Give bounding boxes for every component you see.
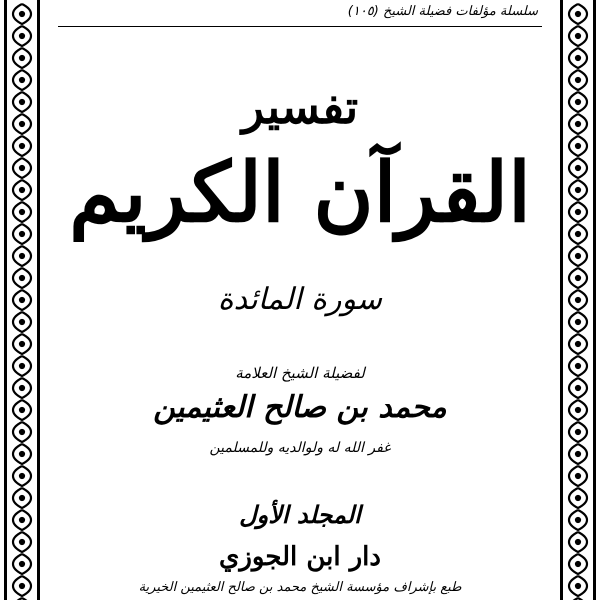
chain-dot [576, 342, 580, 346]
chain-dot [20, 276, 24, 280]
chain-dot [576, 78, 580, 82]
chain-dot [576, 276, 580, 280]
chain-dot [20, 584, 24, 588]
chain-dot [20, 540, 24, 544]
chain-dot [20, 562, 24, 566]
surah-name: سورة المائدة [217, 282, 383, 317]
chain-dot [576, 122, 580, 126]
chain-dot [20, 78, 24, 82]
chain-dot [20, 474, 24, 478]
chain-dot [576, 320, 580, 324]
chain-dot [20, 100, 24, 104]
chain-dot [576, 144, 580, 148]
title-tafseer: تفسير [241, 80, 359, 134]
chain-dot [576, 254, 580, 258]
chain-dot [20, 56, 24, 60]
chain-dot [20, 342, 24, 346]
header-rule [58, 26, 542, 27]
chain-dot [20, 452, 24, 456]
chain-dot [576, 12, 580, 16]
chain-dot [20, 408, 24, 412]
series-header [118, 4, 538, 19]
chain-dot [576, 408, 580, 412]
chain-dot [20, 210, 24, 214]
chain-dot [20, 518, 24, 522]
chain-dot [576, 386, 580, 390]
chain-dot [576, 584, 580, 588]
chain-dot [576, 430, 580, 434]
printing-note: طبع بإشراف مؤسسة الشيخ محمد بن صالح العثيمين الخيرية [138, 580, 462, 595]
chain-dot [20, 122, 24, 126]
title-quran: القرآن الكريم [69, 145, 531, 241]
author-name: محمد بن صالح العثيمين [153, 390, 447, 425]
author-honorific: لفضيلة الشيخ العلامة [235, 364, 365, 382]
chain-dot [576, 34, 580, 38]
chain-dot [576, 56, 580, 60]
chain-dot [20, 12, 24, 16]
chain-dot [576, 540, 580, 544]
series-text: سلسلة مؤلفات فضيلة الشيخ [382, 4, 538, 19]
chain-dot [576, 518, 580, 522]
chain-dot [20, 364, 24, 368]
left-ornamental-border [2, 0, 42, 600]
volume-label: المجلد الأول [239, 500, 361, 529]
chain-dot [20, 320, 24, 324]
chain-dot [576, 562, 580, 566]
chain-dot [576, 298, 580, 302]
chain-dot [576, 188, 580, 192]
chain-dot [576, 100, 580, 104]
chain-dot [20, 254, 24, 258]
chain-dot [20, 34, 24, 38]
chain-dot [576, 210, 580, 214]
chain-dot [20, 166, 24, 170]
chain-dot [576, 166, 580, 170]
chain-dot [20, 144, 24, 148]
chain-dot [20, 386, 24, 390]
chain-dot [576, 496, 580, 500]
author-prayer: غفر الله له ولوالديه وللمسلمين [209, 440, 391, 456]
right-ornamental-border [558, 0, 598, 600]
chain-dot [576, 452, 580, 456]
chain-dot [576, 474, 580, 478]
publisher-name: دار ابن الجوزي [219, 542, 381, 572]
chain-dot [20, 496, 24, 500]
chain-dot [20, 298, 24, 302]
chain-dot [20, 232, 24, 236]
series-number: (١٠٥) [347, 4, 379, 19]
chain-dot [20, 430, 24, 434]
chain-dot [576, 232, 580, 236]
chain-dot [576, 364, 580, 368]
chain-dot [20, 188, 24, 192]
